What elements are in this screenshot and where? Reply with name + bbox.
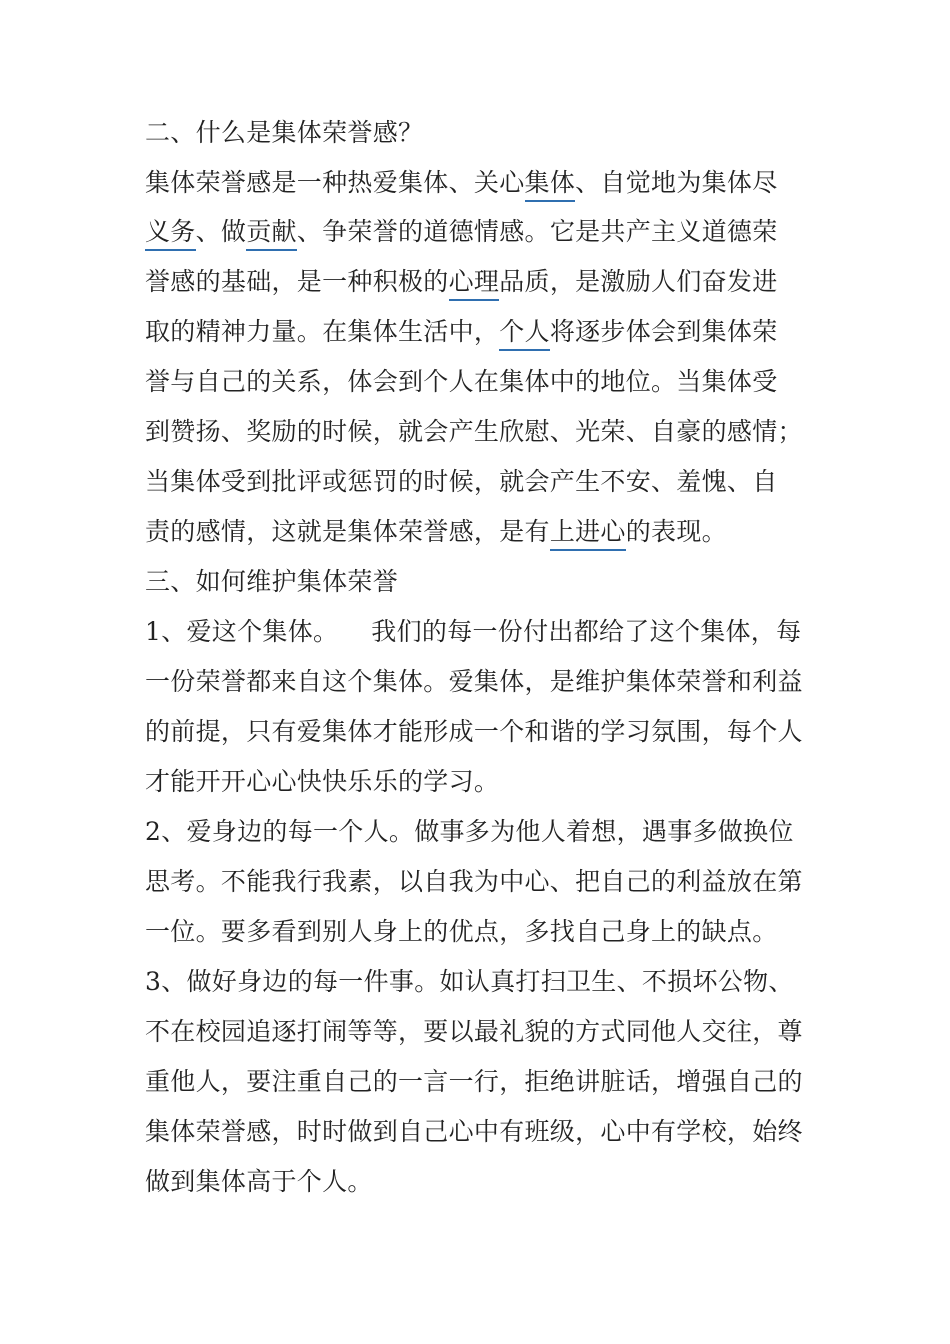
hyperlink-gongxian[interactable]: 贡献 — [246, 217, 297, 251]
text-span: 将逐步体会到集体荣 — [549, 317, 778, 346]
hyperlink-shangjinxin[interactable]: 上进心 — [550, 517, 626, 551]
hyperlink-geren[interactable]: 个人 — [499, 317, 550, 351]
paragraph-line — [145, 168, 778, 198]
item-3-line: 做到集体高于个人。 — [145, 1167, 373, 1196]
item-2-line: 思考。不能我行我素，以自我为中心、把自己的利益放在第 — [145, 867, 803, 896]
paragraph-line — [145, 517, 727, 547]
item-1-line: 的前提，只有爱集体才能形成一个和谐的学习氛围，每个人 — [145, 717, 803, 746]
paragraph-line: 誉与自己的关系，体会到个人在集体中的地位。当集体受 — [145, 367, 778, 396]
item-3-line: 集体荣誉感，时时做到自己心中有班级，心中有学校，始终 — [145, 1117, 803, 1146]
section-heading-2: 二、什么是集体荣誉感？ — [145, 118, 424, 147]
item-2-line: 一位。要多看到别人身上的优点，多找自己身上的缺点。 — [145, 917, 778, 946]
text-span: 品质，是激励人们奋发进 — [499, 267, 778, 296]
item-1-line: 才能开开心心快快乐乐的学习。 — [145, 767, 500, 796]
text-span: 集体荣誉感是一种热爱集体、关心 — [145, 168, 525, 197]
paragraph-line — [145, 317, 778, 347]
hyperlink-jiti[interactable]: 集体 — [525, 168, 576, 202]
section-heading-3: 三、如何维护集体荣誉 — [145, 567, 399, 596]
text-span: 誉感的基础，是一种积极的 — [145, 267, 449, 296]
text-span: 责的感情，这就是集体荣誉感，是有 — [145, 517, 550, 546]
paragraph-line — [145, 217, 778, 247]
text-span: 的表现。 — [625, 517, 727, 546]
paragraph-line: 到赞扬、奖励的时候，就会产生欣慰、光荣、自豪的感情； — [145, 417, 803, 446]
item-3-line: 3、做好身边的每一件事。如认真打扫卫生、不损坏公物、 — [145, 967, 794, 996]
text-span: 、做 — [195, 217, 247, 246]
text-span: 、争荣誉的道德情感。它是共产主义道德荣 — [296, 217, 778, 246]
hyperlink-xinli[interactable]: 心理 — [449, 267, 500, 301]
text-span: 取的精神力量。在集体生活中， — [145, 317, 500, 346]
paragraph-line — [145, 267, 778, 297]
item-1-line: 1、爱这个集体。 我们的每一份付出都给了这个集体，每 — [145, 617, 802, 646]
hyperlink-yiwu[interactable]: 义务 — [145, 217, 196, 251]
item-2-line: 2、爱身边的每一个人。做事多为他人着想，遇事多做换位 — [145, 817, 794, 846]
item-3-line: 不在校园追逐打闹等等，要以最礼貌的方式同他人交往，尊 — [145, 1017, 803, 1046]
item-3-line: 重他人，要注重自己的一言一行，拒绝讲脏话，增强自己的 — [145, 1067, 803, 1096]
paragraph-line: 当集体受到批评或惩罚的时候，就会产生不安、羞愧、自 — [145, 467, 778, 496]
item-1-line: 一份荣誉都来自这个集体。爱集体，是维护集体荣誉和利益 — [145, 667, 803, 696]
text-span: 、自觉地为集体尽 — [575, 168, 778, 197]
